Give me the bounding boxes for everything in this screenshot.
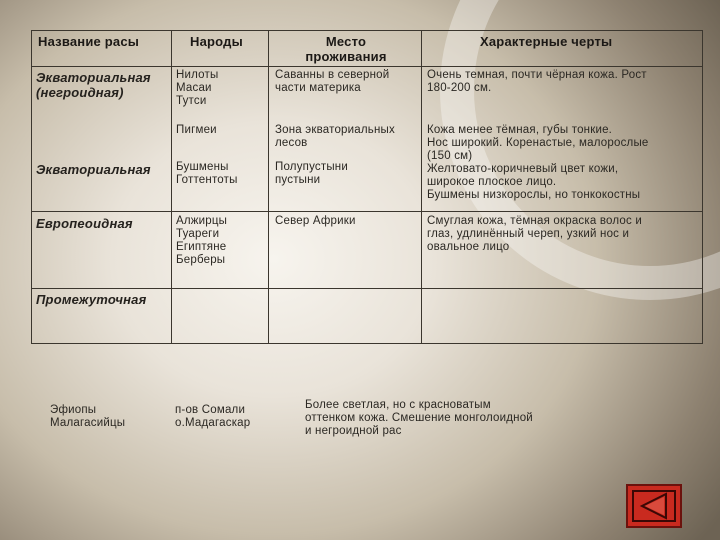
place-cell: Север Африки [275, 215, 356, 227]
place-cell: Саванны в северной части материка [275, 69, 390, 94]
table-border-left [31, 30, 32, 344]
header-peoples: Народы [190, 34, 243, 49]
table-column-divider [421, 30, 422, 344]
race-cell: Экваториальная (негроидная) [36, 70, 151, 100]
table-row-divider [31, 288, 702, 289]
place-cell: Полупустыни пустыни [275, 161, 348, 186]
header-race-name: Название расы [38, 34, 140, 49]
table-column-divider [268, 30, 269, 344]
table-row-divider [31, 211, 702, 212]
traits-cell: Очень темная, почти чёрная кожа. Рост 180-200 см. [427, 69, 647, 94]
below-peoples: Эфиопы Малагасийцы [50, 404, 126, 429]
table-border-right [702, 30, 703, 344]
race-cell: Европеоидная [36, 216, 133, 231]
race-cell: Экваториальная [36, 162, 151, 177]
back-arrow-icon [634, 490, 674, 522]
peoples-cell: Нилоты Масаи Тутси [176, 69, 219, 107]
below-traits: Более светлая, но с красноватым оттенком кожа. Смешение монголоидной и негроидной рас [305, 399, 533, 437]
header-place: Место проживания [305, 34, 387, 64]
peoples-cell: Пигмеи [176, 124, 217, 136]
table-border-bottom [31, 343, 702, 344]
race-cell: Промежуточная [36, 292, 147, 307]
traits-cell: Смуглая кожа, тёмная окраска волос и глаз, удлинённый череп, узкий нос и овальное лицо [427, 215, 642, 253]
traits-cell: Кожа менее тёмная, губы тонкие. Нос широкий. Коренастые, малорослые (150 см) [427, 124, 649, 162]
traits-cell: Желтовато-коричневый цвет кожи, широкое плоское лицо. Бушмены низкорослы, но тонкокостны [427, 163, 641, 201]
back-button[interactable] [626, 484, 682, 528]
header-traits: Характерные черты [480, 34, 613, 49]
table-row-divider [31, 66, 702, 67]
below-place: п-ов Сомали о.Мадагаскар [175, 404, 251, 429]
place-cell: Зона экваториальных лесов [275, 124, 395, 149]
table-column-divider [171, 30, 172, 344]
peoples-cell: Алжирцы Туареги Египтяне Берберы [176, 215, 228, 266]
peoples-cell: Бушмены Готтентоты [176, 161, 238, 186]
table-border-top [31, 30, 702, 31]
